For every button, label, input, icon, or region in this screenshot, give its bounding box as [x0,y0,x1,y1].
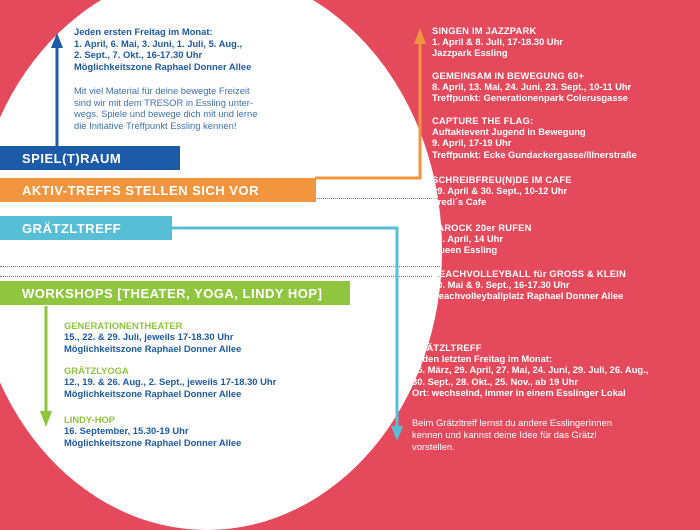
schedule-line: Möglichkeitszone Raphael Donner Allee [74,60,252,72]
aktiv-treffs-band [0,178,316,202]
workshop-item [64,414,241,448]
graetzltreff-description [412,417,612,452]
event-line: 29. April & 30. Sept., 10-12 Uhr [432,185,568,197]
schedule-line: 1. April, 6. Mai, 3. Juni, 1. Juli, 5. Aug., [74,37,243,49]
description-line: kennen und kannst deine Idee für das Grätzl [412,428,597,440]
workshop-line: 16. September, 15.30-19 Uhr [64,425,189,437]
event-title: SINGEN IM JAZZPARK [432,25,537,36]
description-line: wegs. Spiele und bewege dich mit und lerne [74,108,258,120]
graetzltreff-details [412,342,648,398]
graetzltreff-line: Ort: wechselnd, immer in einem Esslinger Lokal [412,386,626,398]
workshop-line: Möglichkeitszone Raphael Donner Allee [64,342,242,354]
event-title: GEMEINSAM IN BEWEGUNG 60+ [432,70,585,81]
graetzltreff-band-label: GRÄTZLTREFF [22,220,122,236]
aktiv-treffs-band-label: AKTIV-TREFFS STELLEN SICH VOR [22,182,259,198]
event-item [432,268,697,302]
event-item [432,222,697,256]
description-line: Beim Grätzltreff lernst du andere EsslingerInnen [412,417,612,428]
description-line: die Initiative Treffpunkt Essling kennen! [74,119,237,131]
event-title: TAROCK 20er RUFEN [432,222,532,233]
spieltraum-schedule [74,26,251,72]
graetzltreff-band [0,216,172,240]
event-line: 1. April & 8. Juli, 17-18.30 Uhr [432,36,563,48]
graetzltreff-line: 25. März, 29. April, 27. Mai, 24. Juni, 29. Juli, 26. Aug., [412,364,649,376]
event-line: 8. April, 13. Mai, 24. Juni, 23. Sept., 10-11 Uhr [432,81,632,93]
graetzltreff-line: Jeden letzten Freitag im Monat: [412,353,553,365]
event-item [432,25,697,59]
workshop-line: Möglichkeitszone Raphael Donner Allee [64,387,242,399]
spieltraum-description [74,85,257,131]
description-line: sind wir mit dem TRESOR in Essling unter- [74,96,254,108]
event-title: CAPTURE THE FLAG: [432,115,534,126]
event-line: Treffpunkt: Generationenpark Colerusgasse [432,92,628,104]
schedule-line: Jeden ersten Freitag im Monat: [74,26,213,37]
workshop-title: LINDY-HOP [64,414,116,425]
graetzltreff-title: GRÄTZLTREFF [412,342,482,353]
workshop-item [64,320,241,354]
schedule-line: 2. Sept., 7. Okt., 16-17.30 Uhr [74,49,203,61]
event-item [432,174,697,208]
event-title: BEACHVOLLEYBALL für GROSS & KLEIN [432,268,626,279]
green-down-arrow-icon [40,306,52,427]
event-line: Beachvolleyballplatz Raphael Donner Allee [432,290,624,302]
workshops-band [0,281,350,305]
event-line: Treffpunkt: Ecke Gundackergasse/Illnerstraße [432,148,637,160]
event-item [432,70,697,104]
blue-up-arrow-icon [51,33,63,146]
workshop-title: GENERATIONENTHEATER [64,320,183,331]
workshop-title: GRÄTZLYOGA [64,365,129,376]
workshops-band-label: WORKSHOPS [THEATER, YOGA, LINDY HOP] [22,285,323,301]
graetzltreff-line: 30. Sept., 28. Okt., 25. Nov., ab 19 Uhr [412,375,579,387]
description-line: vorstellen. [412,440,455,452]
event-line: Jazzpark Essling [432,47,508,59]
event-line: 20. Mai & 9. Sept., 16-17.30 Uhr [432,279,570,291]
event-line: Fredi´s Cafe [432,196,487,208]
orange-up-arrow-icon [315,28,426,178]
event-line: 9. April, 17-19 Uhr [432,137,512,149]
spieltraum-band-label: SPIEL(T)RAUM [22,150,122,166]
event-line: Auftaktevent Jugend in Bewegung [432,126,586,138]
workshop-line: 12., 19. & 26. Aug., 2. Sept., jeweils 17-18.30 Uhr [64,376,277,388]
spieltraum-band [0,146,180,170]
event-title: SCHREIBFREU(N)DE IM CAFE [432,174,572,185]
workshop-line: 15., 22. & 29. Juli, jeweils 17-18.30 Uhr [64,331,234,343]
workshop-line: Möglichkeitszone Raphael Donner Allee [64,436,242,448]
event-line: 22. April, 14 Uhr [432,233,504,245]
description-line: Mit viel Material für deine bewegte Freizeit [74,85,250,96]
event-item [432,115,697,160]
workshop-item [64,365,276,399]
event-line: Queen Essling [432,244,498,256]
